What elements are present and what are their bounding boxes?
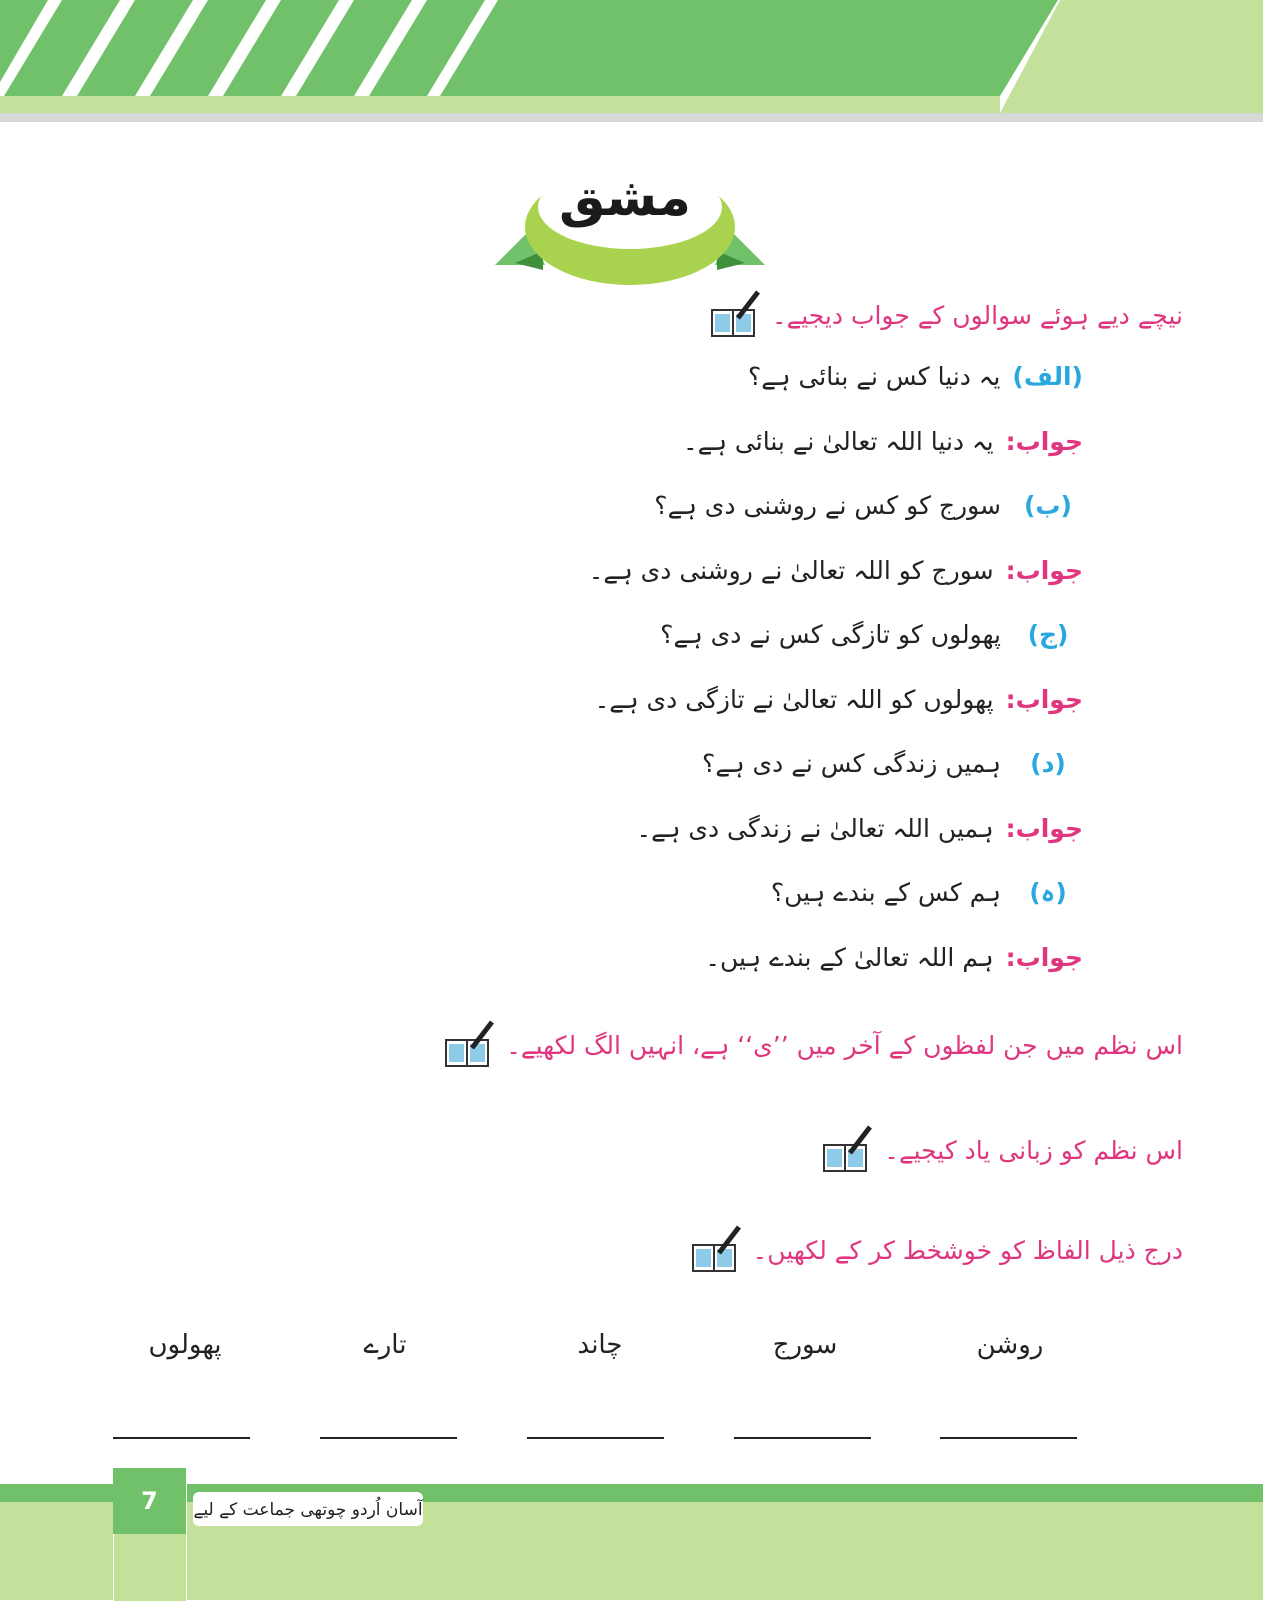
answer-text: پھولوں کو اللہ تعالیٰ نے تازگی دی ہے۔ — [594, 685, 994, 714]
answer-row — [705, 943, 1083, 972]
practice-word: چاند — [577, 1330, 623, 1360]
writing-line[interactable] — [527, 1437, 664, 1439]
question-text: ہمیں زندگی کس نے دی ہے؟ — [702, 749, 1001, 778]
footer-stripe — [0, 1484, 1263, 1502]
header-stripe-banner — [0, 0, 1263, 125]
book-pencil-icon — [689, 1225, 743, 1275]
question-row — [702, 749, 1083, 778]
answer-label: جواب: — [1005, 943, 1083, 972]
writing-line[interactable] — [734, 1437, 871, 1439]
book-pencil-icon — [708, 290, 762, 340]
answer-row — [683, 427, 1083, 456]
answer-row — [589, 556, 1083, 585]
answer-label: جواب: — [1005, 556, 1083, 585]
page-heading: مشق — [559, 168, 691, 228]
page-number: 7 — [113, 1468, 186, 1534]
answer-label: جواب: — [1005, 427, 1083, 456]
question-row — [660, 620, 1083, 649]
answer-text: ہمیں اللہ تعالیٰ نے زندگی دی ہے۔ — [636, 814, 994, 843]
question-row — [771, 878, 1083, 907]
writing-line[interactable] — [113, 1437, 250, 1439]
answer-row — [637, 814, 1083, 843]
footer-background — [0, 1502, 1263, 1600]
exercise-1-instruction — [708, 290, 1183, 340]
practice-word: سورج — [772, 1330, 838, 1360]
exercise-3-instruction — [820, 1125, 1183, 1175]
question-text: پھولوں کو تازگی کس نے دی ہے؟ — [660, 620, 1001, 649]
book-pencil-icon — [820, 1125, 874, 1175]
question-label: (ج) — [1027, 620, 1069, 649]
question-text: سورج کو کس نے روشنی دی ہے؟ — [654, 491, 1001, 520]
answer-text: سورج کو اللہ تعالیٰ نے روشنی دی ہے۔ — [588, 556, 994, 585]
question-label: (ہ) — [1029, 878, 1067, 907]
practice-word: تارے — [363, 1330, 407, 1360]
question-text: ہم کس کے بندے ہیں؟ — [770, 878, 1001, 907]
writing-line[interactable] — [320, 1437, 457, 1439]
question-label: (د) — [1030, 749, 1066, 778]
book-pencil-icon — [442, 1020, 496, 1070]
answer-row — [595, 685, 1083, 714]
answer-text: ہم اللہ تعالیٰ کے بندے ہیں۔ — [705, 943, 994, 972]
answer-text: یہ دنیا اللہ تعالیٰ نے بنائی ہے۔ — [683, 427, 994, 456]
question-row — [654, 491, 1083, 520]
exercise-1-text: نیچے دیے ہوئے سوالوں کے جواب دیجیے۔ — [771, 300, 1183, 330]
exercise-4-instruction — [689, 1225, 1183, 1275]
question-label: (ب) — [1024, 491, 1072, 520]
writing-line[interactable] — [940, 1437, 1077, 1439]
exercise-4-text: درج ذیل الفاظ کو خوشخط کر کے لکھیں۔ — [752, 1235, 1183, 1265]
practice-word: پھولوں — [148, 1330, 222, 1360]
book-title: آسان اُردو چوتھی جماعت کے لیے — [193, 1492, 423, 1526]
question-row — [748, 362, 1083, 391]
question-text: یہ دنیا کس نے بنائی ہے؟ — [747, 362, 1001, 391]
question-label: (الف) — [1012, 362, 1083, 391]
practice-word: روشن — [976, 1330, 1044, 1360]
exercise-2-text: اس نظم میں جن لفظوں کے آخر میں ’’ی‘‘ ہے، انہیں الگ لکھیے۔ — [506, 1030, 1183, 1060]
answer-label: جواب: — [1005, 685, 1083, 714]
exercise-3-text: اس نظم کو زبانی یاد کیجیے۔ — [884, 1135, 1183, 1165]
exercise-2-instruction — [442, 1020, 1183, 1070]
answer-label: جواب: — [1005, 814, 1083, 843]
